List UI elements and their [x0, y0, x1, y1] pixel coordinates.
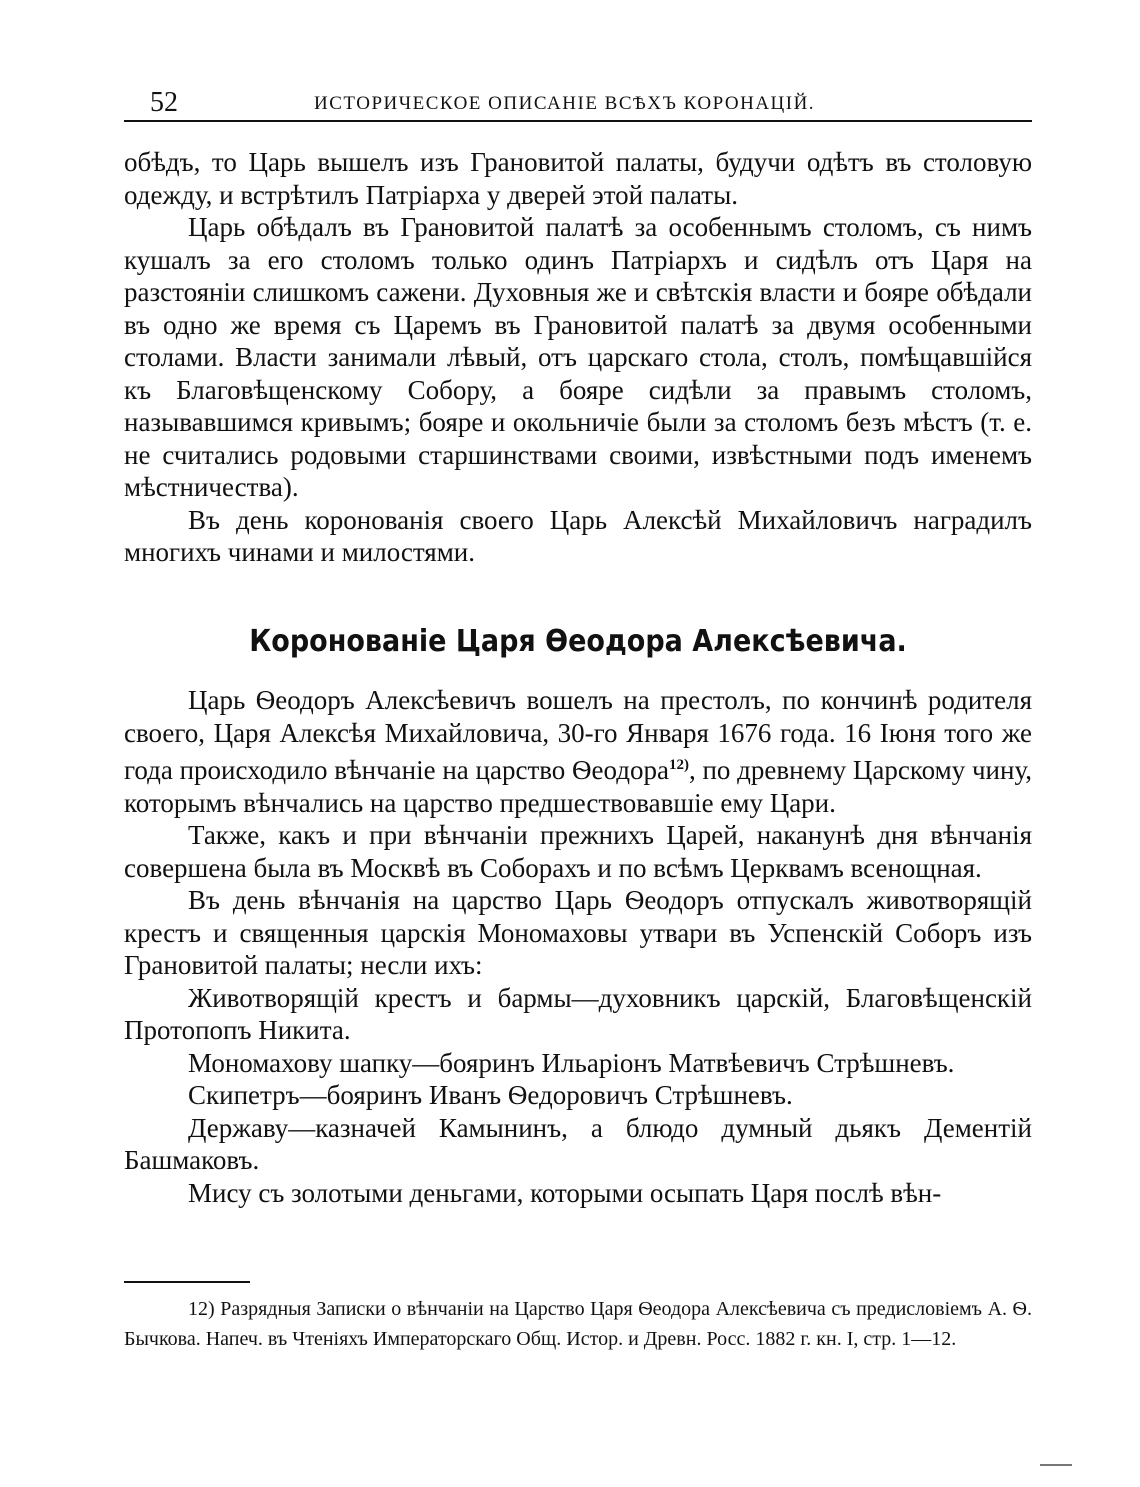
footnote-reference[interactable]: 12)	[668, 757, 689, 773]
paragraph: Въ день коронованія своего Царь Алексѣй Михайловичъ наградилъ многихъ чинами и милостями.	[124, 504, 1032, 567]
paragraph-text: Царь Ѳеодоръ Алексѣевичъ вошелъ на престолъ, по кончинѣ родителя своего, Царя Алексѣя Михайловича, 30-го Января 1676 года. 16 Іюня того же года происходило вѣнчаніе на царство Ѳеодора	[124, 685, 1032, 785]
paragraph: Въ день вѣнчанія на царство Царь Ѳеодоръ отпускалъ животворящій крестъ и священныя царскія Мономаховы утвари въ Успенскій Соборъ изъ Грановитой палаты; несли ихъ:	[124, 885, 1032, 980]
paragraph: Царь обѣдалъ въ Грановитой палатѣ за особеннымъ столомъ, съ нимъ кушалъ за его столомъ только одинъ Патріархъ и сидѣлъ отъ Царя на разстояніи слишкомъ сажени. Духовныя же и свѣтскія власти и бояре обѣдали въ одно же время съ Царемъ въ Грановитой палатѣ за двумя особенными столами. Власти занимали лѣвый, отъ царскаго стола, столъ, помѣщавшійся къ Благовѣщенскому Собору, а бояре сидѣли за правымъ столомъ, называвшимся кривымъ; бояре и окольничіе были за столомъ безъ мѣстъ (т. е. не считались родовыми старшинствами своими, извѣстными подъ именемъ мѣстничества).	[124, 212, 1032, 502]
paragraph: Также, какъ и при вѣнчаніи прежнихъ Царей, наканунѣ дня вѣнчанія совершена была въ Москвѣ въ Соборахъ и по всѣмъ Церквамъ всенощная.	[124, 820, 1032, 883]
scan-mark	[1040, 1464, 1072, 1466]
footnote-divider	[124, 1281, 250, 1283]
paragraph: Скипетръ—бояринъ Иванъ Ѳедоровичъ Стрѣшневъ.	[188, 1080, 793, 1110]
paragraph: Мису съ золотыми деньгами, которыми осыпать Царя послѣ вѣн-	[188, 1177, 942, 1208]
footnote	[124, 1294, 1032, 1354]
paragraph: Животворящій крестъ и бармы—духовникъ царскій, Благовѣщенскій Протопопъ Никита.	[124, 982, 1032, 1045]
page-header	[124, 86, 1032, 122]
section-title: Коронованіе Царя Ѳеодора Алексѣевича.	[249, 624, 907, 659]
paragraph: Мономахову шапку—бояринъ Ильаріонъ Матвѣевичъ Стрѣшневъ.	[188, 1047, 955, 1078]
paragraph: Державу—казначей Камынинъ, а блюдо думный дьякъ Дементій Башмаковъ.	[124, 1112, 1032, 1175]
page-number: 52	[150, 87, 178, 118]
footnote-text: 12) Разрядныя Записки о вѣнчаніи на Царство Царя Ѳеодора Алексѣевича съ предисловіемъ А. Ѳ. Бычкова. Напеч. въ Чтеніяхъ Императорскаго Общ. Истор. и Древн. Росс. 1882 г. кн. I, стр. 1—12.	[124, 1298, 1032, 1350]
paragraph-text-tail: , по древнему Царскому чину, которымъ вѣнчались на царство предшествовавшіе ему Цари.	[124, 755, 1032, 818]
paragraph-with-footnote	[124, 684, 1032, 819]
paragraph: обѣдъ, то Царь вышелъ изъ Грановитой палаты, будучи одѣтъ въ столовую одежду, и встрѣтилъ Патріарха у дверей этой палаты.	[124, 147, 1032, 210]
section-1-text	[124, 146, 1032, 569]
section-2-text	[124, 684, 1032, 1209]
running-head: ИСТОРИЧЕСКОЕ ОПИСАНІЕ ВСѢХЪ КОРОНАЦІЙ.	[314, 93, 816, 114]
